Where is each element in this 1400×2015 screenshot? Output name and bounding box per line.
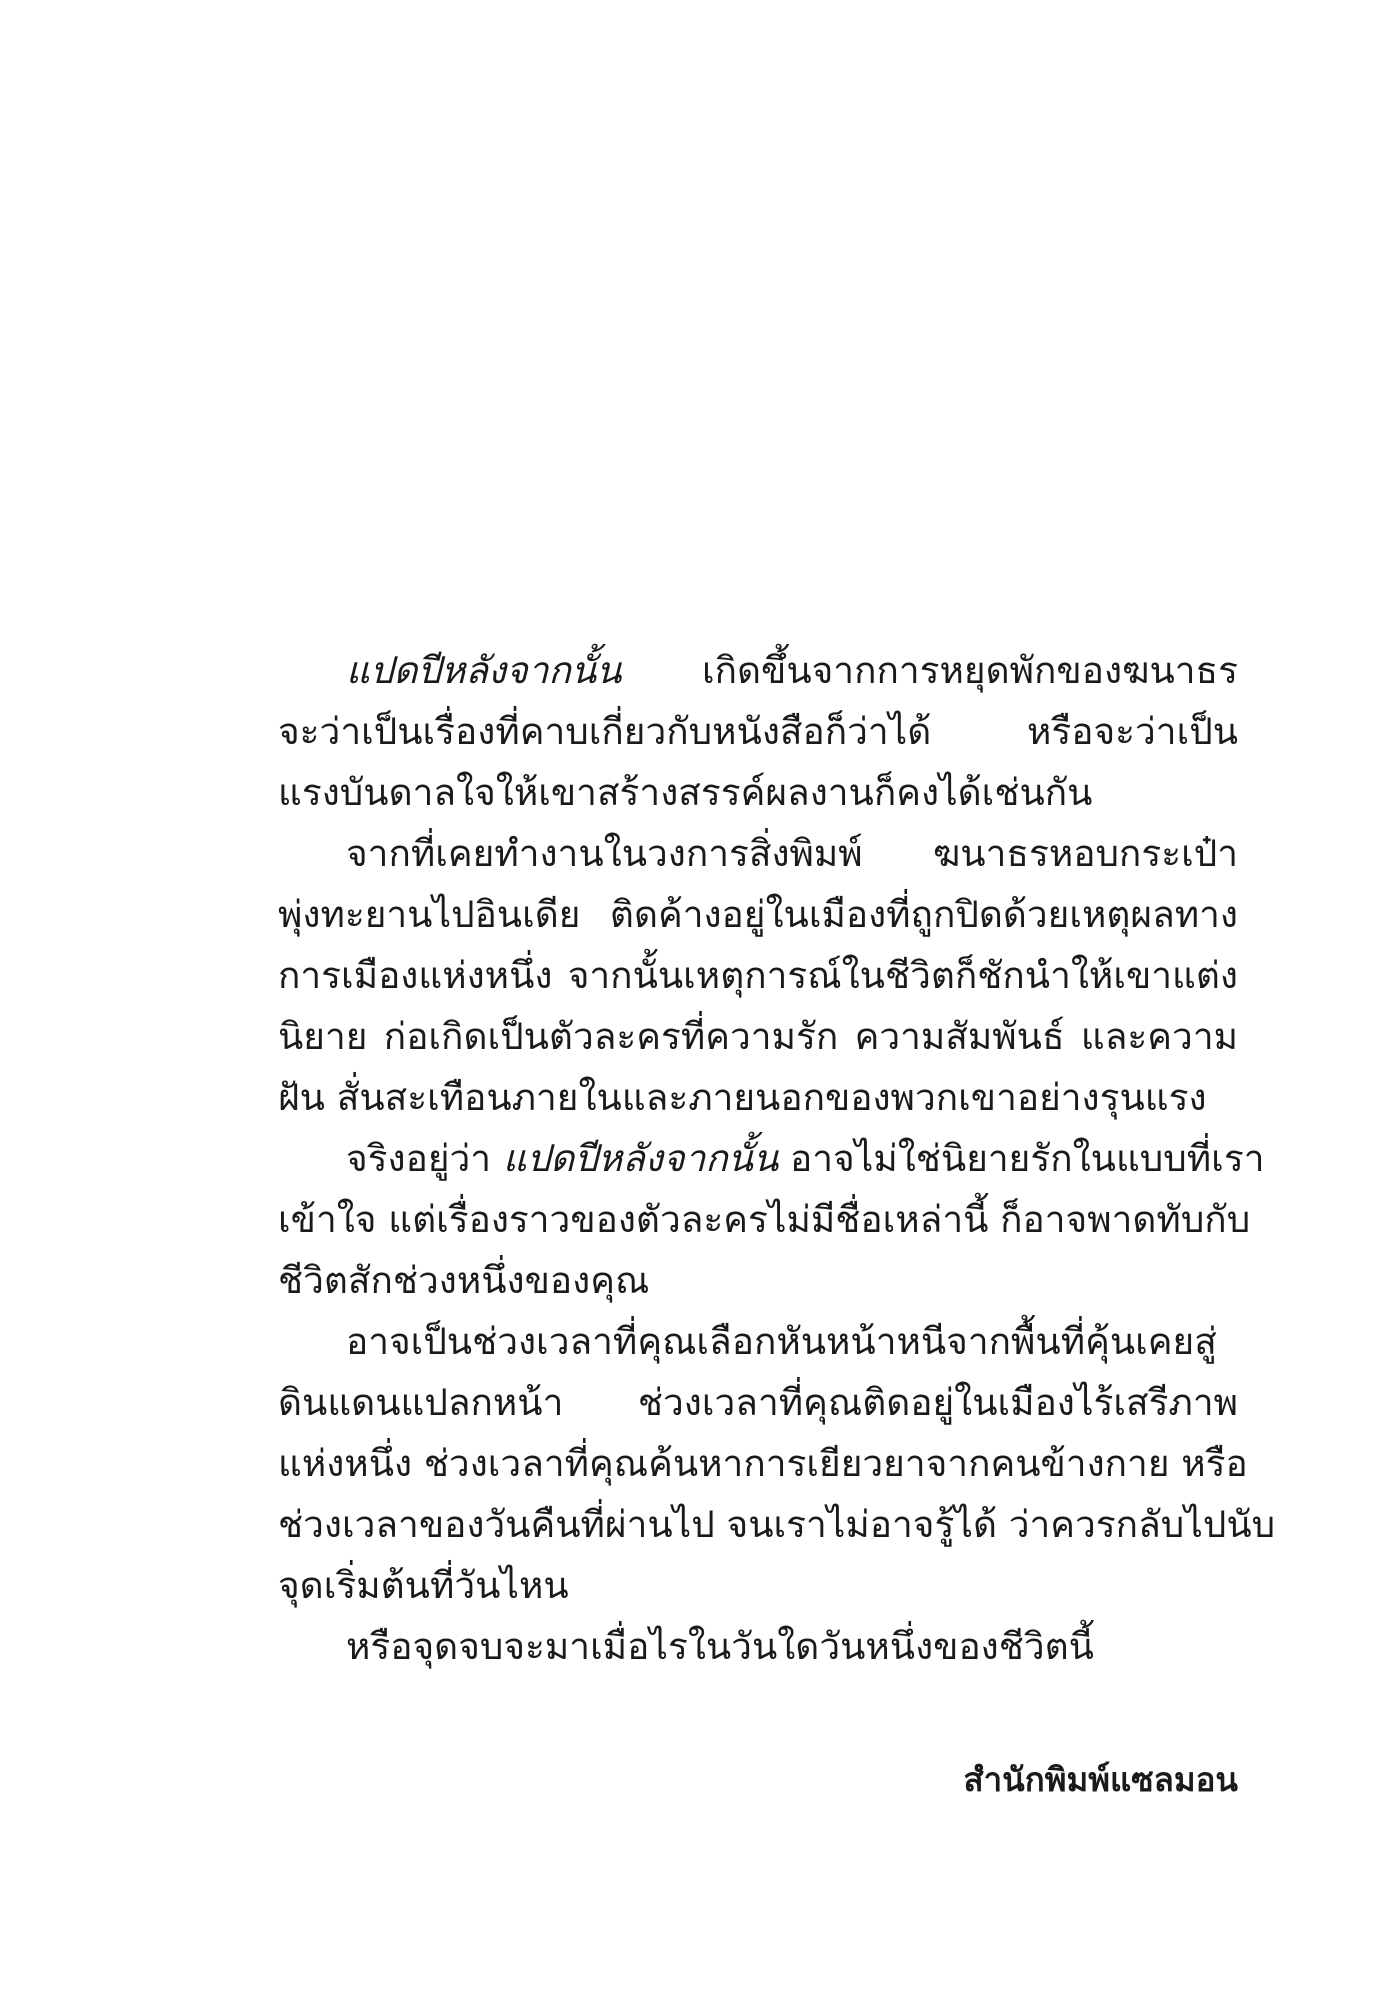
text-line: ชีวิตสักช่วงหนึ่งของคุณ <box>278 1259 650 1302</box>
text-line: แรงบันดาลใจให้เขาสร้างสรรค์ผลงานก็คงได้เช่นกัน <box>278 771 1093 814</box>
text-line: ฝัน สั่นสะเทือนภายในและภายนอกของพวกเขาอย่างรุนแรง <box>278 1076 1207 1119</box>
publisher-signature: สำนักพิมพ์แซลมอน <box>963 1760 1238 1799</box>
paragraph-2 <box>278 823 1238 1128</box>
text-line: จะว่าเป็นเรื่องที่คาบเกี่ยวกับหนังสือก็ว่าได้ หรือจะว่าเป็น <box>278 710 1238 753</box>
paragraph-1 <box>278 640 1238 823</box>
text-line: การเมืองแห่งหนึ่ง จากนั้นเหตุการณ์ในชีวิตก็ชักนำให้เขาแต่ง <box>278 954 1238 997</box>
text-line: อาจเป็นช่วงเวลาที่คุณเลือกหันหน้าหนีจากพื้นที่คุ้นเคยสู่ <box>346 1320 1217 1363</box>
text-line: ดินแดนแปลกหน้า ช่วงเวลาที่คุณติดอยู่ในเมืองไร้เสรีภาพ <box>278 1381 1238 1424</box>
paragraph-3 <box>278 1128 1265 1311</box>
paragraph-5 <box>278 1616 1238 1677</box>
text-line: จากที่เคยทำงานในวงการสิ่งพิมพ์ ฆนาธรหอบกระเป๋า <box>346 832 1238 875</box>
book-title: แปดปีหลังจากนั้น <box>346 649 622 692</box>
preface-text <box>278 640 1276 1677</box>
text-line: จุดเริ่มต้นที่วันไหน <box>278 1564 569 1607</box>
text-line: หรือจุดจบจะมาเมื่อไรในวันใดวันหนึ่งของชีวิตนี้ <box>346 1625 1094 1668</box>
text-line: เข้าใจ แต่เรื่องราวของตัวละครไม่มีชื่อเหล่านี้ ก็อาจพาดทับกับ <box>278 1198 1251 1241</box>
text-line: แปดปีหลังจากนั้น เกิดขึ้นจากการหยุดพักของฆนาธร <box>346 649 1238 692</box>
book-title: แปดปีหลังจากนั้น <box>502 1137 779 1180</box>
text-line: จริงอยู่ว่า แปดปีหลังจากนั้น อาจไม่ใช่นิยายรักในแบบที่เรา <box>346 1137 1265 1180</box>
paragraph-4 <box>278 1311 1276 1616</box>
text-line: พุ่งทะยานไปอินเดีย ติดค้างอยู่ในเมืองที่ถูกปิดด้วยเหตุผลทาง <box>278 893 1238 936</box>
text-line: แห่งหนึ่ง ช่วงเวลาที่คุณค้นหาการเยียวยาจากคนข้างกาย หรือ <box>278 1442 1248 1485</box>
text-line: นิยาย ก่อเกิดเป็นตัวละครที่ความรัก ความสัมพันธ์ และความ <box>278 1015 1238 1058</box>
text-line: ช่วงเวลาของวันคืนที่ผ่านไป จนเราไม่อาจรู้ได้ ว่าควรกลับไปนับ <box>278 1503 1276 1546</box>
